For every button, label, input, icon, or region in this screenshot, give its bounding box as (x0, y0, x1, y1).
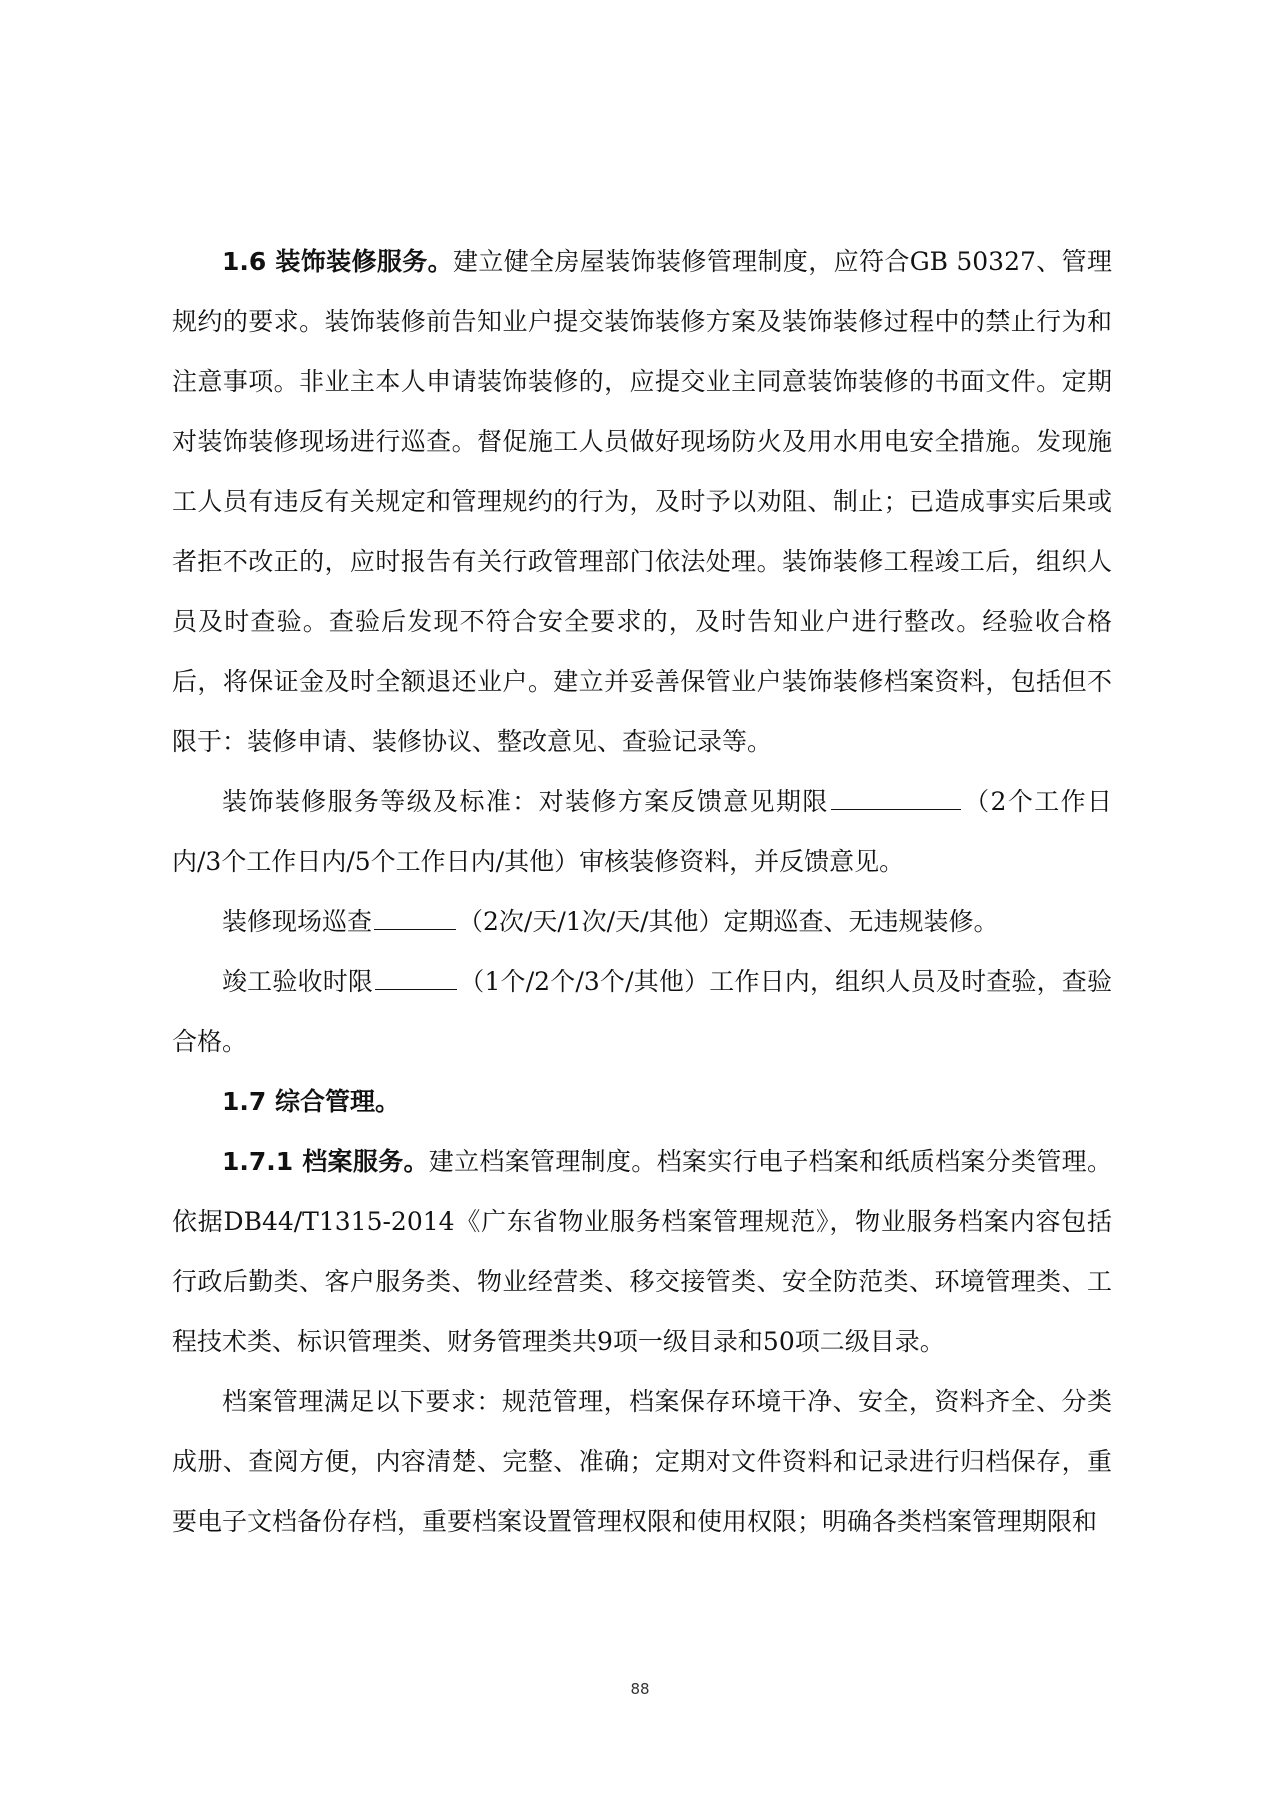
paragraph-site-inspection (172, 892, 1112, 952)
decoration-service-text: 建立健全房屋装饰装修管理制度，应符合GB 50327、管理规约的要求。装饰装修前告知业户提交装饰装修方案及装饰装修过程中的禁止行为和注意事项。非业主本人申请装饰装修的，应提交业主同意装饰装修的书面文件。定期对装饰装修现场进行巡查。督促施工人员做好现场防火及用水用电安全措施。发现施工人员有违反有关规定和管理规约的行为，及时予以劝阻、制止；已造成事实后果或者拒不改正的，应时报告有关行政管理部门依法处理。装饰装修工程竣工后，组织人员及时查验。查验后发现不符合安全要求的，及时告知业户进行整改。经验收合格后，将保证金及时全额退还业户。建立并妥善保管业户装饰装修档案资料，包括但不限于：装修申请、装修协议、整改意见、查验记录等。 (172, 247, 1112, 756)
paragraph-archive-requirements (172, 1372, 1112, 1552)
completion-acceptance-blank (375, 967, 457, 990)
paragraph-decoration-service (172, 232, 1112, 772)
site-inspection-label: 装修现场巡查 (222, 907, 373, 936)
completion-acceptance-label: 竣工验收时限 (222, 967, 374, 996)
completion-acceptance-options: （1个/2个/3个/其他）工作日内，组织人员及时查验，查验合格。 (172, 967, 1112, 1056)
document-body (172, 232, 1112, 1552)
heading-1-7: 1.7 综合管理。 (222, 1087, 400, 1116)
heading-1-7-1: 1.7.1 档案服务。 (222, 1147, 429, 1176)
paragraph-heading-1-7 (172, 1072, 1112, 1132)
paragraph-decoration-standard (172, 772, 1112, 892)
page-number: 88 (630, 1680, 650, 1698)
heading-1-6: 1.6 装饰装修服务。 (222, 247, 453, 276)
archive-requirements-text: 档案管理满足以下要求：规范管理，档案保存环境干净、安全，资料齐全、分类成册、查阅方便，内容清楚、完整、准确；定期对文件资料和记录进行归档保存，重要电子文档备份存档，重要档案设置管理权限和使用权限；明确各类档案管理期限和 (172, 1387, 1112, 1536)
feedback-deadline-options: （2个工作日内/3个工作日内/5个工作日内/其他）审核装修资料，并反馈意见。 (172, 787, 1112, 876)
feedback-deadline-label: 装饰装修服务等级及标准：对装修方案反馈意见期限 (222, 787, 829, 816)
site-inspection-options: （2次/天/1次/天/其他）定期巡查、无违规装修。 (458, 907, 999, 936)
feedback-deadline-blank (831, 787, 961, 810)
paragraph-archive-service (172, 1132, 1112, 1372)
site-inspection-blank (374, 907, 456, 930)
archive-service-text: 建立档案管理制度。档案实行电子档案和纸质档案分类管理。依据DB44/T1315-2014《广东省物业服务档案管理规范》，物业服务档案内容包括行政后勤类、客户服务类、物业经营类、移交接管类、安全防范类、环境管理类、工程技术类、标识管理类、财务管理类共9项一级目录和50项二级目录。 (172, 1147, 1112, 1356)
paragraph-completion-acceptance (172, 952, 1112, 1072)
